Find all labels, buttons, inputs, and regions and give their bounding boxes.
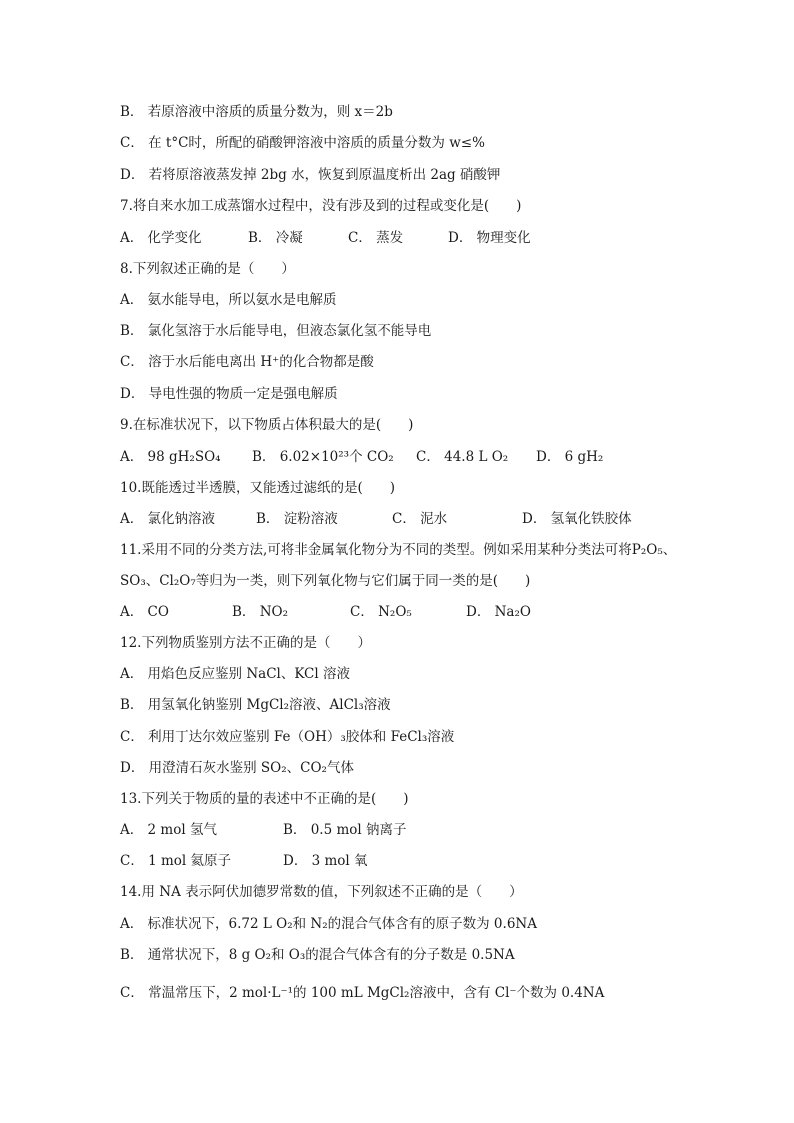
q6-option-b: B． 若原溶液中溶质的质量分数为，则 x＝2b <box>120 104 393 120</box>
q10-stem: 10.既能透过半透膜，又能透过滤纸的是( ) <box>120 480 396 496</box>
q7-stem: 7.将自来水加工成蒸馏水过程中，没有涉及到的过程或变化是( ) <box>120 198 522 214</box>
q9-option-a: A． 98 gH₂SO₄ <box>120 449 221 465</box>
q10-option-b: B． 淀粉溶液 <box>256 511 338 527</box>
q10-option-c: C． 泥水 <box>392 511 448 527</box>
q13-option-c: C． 1 mol 氦原子 <box>120 853 232 869</box>
q11-option-b: B． NO₂ <box>232 604 289 620</box>
q9-option-b: B． 6.02×10²³个 CO₂ <box>252 449 394 465</box>
q9-option-c: C． 44.8 L O₂ <box>416 449 509 465</box>
q8-stem: 8.下列叙述正确的是（ ） <box>120 261 295 277</box>
q10-option-a: A． 氯化钠溶液 <box>120 511 216 527</box>
q9-option-d: D． 6 gH₂ <box>536 449 604 465</box>
q7-option-c: C． 蒸发 <box>348 230 404 246</box>
q8-option-c: C． 溶于水后能电离出 H⁺的化合物都是酸 <box>120 354 374 370</box>
q8-option-d: D． 导电性强的物质一定是强电解质 <box>120 386 338 402</box>
q14-option-b: B． 通常状况下，8 g O₂和 O₃的混合气体含有的分子数是 0.5NA <box>120 947 515 963</box>
q14-option-a: A． 标准状况下，6.72 L O₂和 N₂的混合气体含有的原子数为 0.6NA <box>120 916 537 932</box>
q8-option-a: A． 氨水能导电，所以氨水是电解质 <box>120 292 337 308</box>
q11-option-a: A． CO <box>120 604 169 620</box>
q13-stem: 13.下列关于物质的量的表述中不正确的是( ) <box>120 791 409 807</box>
q12-option-d: D． 用澄清石灰水鉴别 SO₂、CO₂气体 <box>120 760 354 776</box>
q13-option-b: B． 0.5 mol 钠离子 <box>283 822 407 838</box>
q7-options <box>120 228 531 248</box>
q9-options <box>120 447 603 467</box>
q10-options <box>120 509 632 529</box>
q7-option-a: A． 化学变化 <box>120 230 202 246</box>
q13-option-a: A． 2 mol 氢气 <box>120 822 217 838</box>
q11-option-d: D． Na₂O <box>466 604 531 620</box>
q7-option-b: B． 冷凝 <box>248 230 303 246</box>
q6-option-c: C． 在 t°C时，所配的硝酸钾溶液中溶质的质量分数为 w≤% <box>120 135 485 151</box>
q14-stem: 14.用 NA 表示阿伏加德罗常数的值，下列叙述不正确的是（ ） <box>120 884 523 900</box>
q7-option-d: D． 物理变化 <box>448 230 531 246</box>
q13-options-row2 <box>120 851 368 871</box>
q8-option-b: B． 氯化氢溶于水后能导电，但液态氯化氢不能导电 <box>120 323 432 339</box>
q11-stem-line2: SO₃、Cl₂O₇等归为一类，则下列氧化物与它们属于同一类的是( ) <box>120 573 531 589</box>
q13-options-row1 <box>120 820 407 840</box>
q14-option-c: C． 常温常压下，2 mol·L⁻¹的 100 mL MgCl₂溶液中，含有 Cl⁻个数为 0.4NA <box>120 985 605 1001</box>
q11-stem-line1: 11.采用不同的分类方法,可将非金属氧化物分为不同的类型。例如采用某种分类法可将P₂O₅、 <box>120 542 677 558</box>
q10-option-d: D． 氢氧化铁胶体 <box>522 511 632 527</box>
q12-option-a: A． 用焰色反应鉴别 NaCl、KCl 溶液 <box>120 666 351 682</box>
q12-stem: 12.下列物质鉴别方法不正确的是（ ） <box>120 635 371 651</box>
q12-option-b: B． 用氢氧化钠鉴别 MgCl₂溶液、AlCl₃溶液 <box>120 697 391 713</box>
q11-options <box>120 602 531 622</box>
q6-option-d: D． 若将原溶液蒸发掉 2bg 水，恢复到原温度析出 2ag 硝酸钾 <box>120 167 501 183</box>
q9-stem: 9.在标准状况下，以下物质占体积最大的是( ) <box>120 417 414 433</box>
q13-option-d: D． 3 mol 氧 <box>283 853 368 869</box>
q11-option-c: C． N₂O₅ <box>350 604 412 620</box>
q12-option-c: C． 利用丁达尔效应鉴别 Fe（OH）₃胶体和 FeCl₃溶液 <box>120 729 455 745</box>
